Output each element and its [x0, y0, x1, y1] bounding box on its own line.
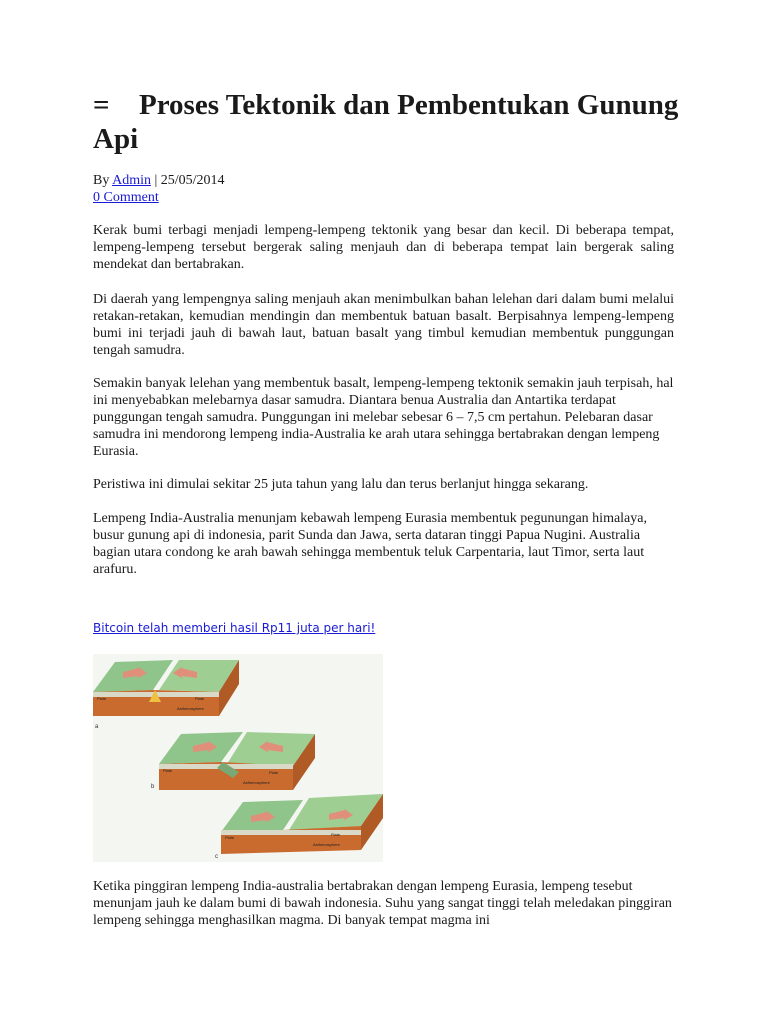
- panel-a-marker: a: [95, 724, 99, 730]
- figure-label: Plate: [195, 696, 205, 701]
- panel-b-marker: b: [151, 784, 155, 790]
- comments-link[interactable]: 0 Comment: [93, 190, 159, 205]
- paragraph-2: Di daerah yang lempengnya saling menjauh akan menimbulkan bahan lelehan dari dalam bumi melalui retakan-retakan, kemudian mendingin dan membentuk batuan basalt. Berpisahnya lempeng-lempeng bumi ini terjadi jauh di bawah laut, batuan basalt yang timbul kemudian membentuk punggungan tengah samudra.: [93, 292, 674, 358]
- page-title: [93, 88, 693, 156]
- figure-label: Asthenosphere: [313, 842, 340, 847]
- sponsored-link[interactable]: Bitcoin telah memberi hasil Rp11 juta per hari!: [93, 621, 376, 635]
- figure-label: Plate: [97, 696, 107, 701]
- figure-label: Plate: [225, 835, 235, 840]
- paragraph-5: Lempeng India-Australia menunjam kebawah lempeng Eurasia membentuk pegunungan himalaya, busur gunung api di indonesia, parit Sunda dan Jawa, serta dataran tinggi Papua Nugini. Australia bagian utara condong ke arah bawah sehingga membentuk teluk Carpentaria, laut Timor, serta laut arafuru.: [93, 511, 647, 577]
- menu-icon[interactable]: =: [93, 89, 110, 121]
- paragraph-1: Kerak bumi terbagi menjadi lempeng-lempeng tektonik yang besar dan kecil. Di beberapa tempat, lempeng-lempeng tersebut bergerak saling menjauh dan di beberapa tempat lain bergerak saling mendekat dan bertabrakan.: [93, 223, 674, 272]
- post-date: 25/05/2014: [160, 173, 225, 188]
- paragraph-4: Peristiwa ini dimulai sekitar 25 juta tahun yang lalu dan terus berlanjut hingga sekarang.: [93, 477, 589, 492]
- paragraph-3: Semakin banyak lelehan yang membentuk basalt, lempeng-lempeng tektonik semakin jauh terpisah, hal ini menyebabkan melebarnya dasar samudra. Diantara benua Australia dan Antartika terdapat punggungan tengah samudra. Punggungan ini melebar sebesar 6 – 7,5 cm pertahun. Pelebaran dasar samudra ini mendorong lempeng india-Australia ke arah utara sehingga bertabrakan dengan lempeng Eurasia.: [93, 376, 674, 459]
- byline-prefix: By: [93, 173, 113, 188]
- paragraph-6: Ketika pinggiran lempeng India-australia bertabrakan dengan lempeng Eurasia, lempeng tesebut menunjam jauh ke dalam bumi di bawah indonesia. Suhu yang sangat tinggi telah meledakan pinggiran lempeng sehingga menghasilkan magma. Di banyak tempat magma ini: [93, 879, 672, 928]
- article-meta: [93, 172, 225, 189]
- panel-a-diagram: [93, 660, 239, 716]
- plate-tectonics-figure: [93, 654, 383, 862]
- author-link[interactable]: Admin: [112, 173, 151, 188]
- figure-label: Plate: [163, 768, 173, 773]
- panel-c-marker: c: [215, 854, 218, 860]
- figure-label: Asthenosphere: [177, 706, 204, 711]
- figure-label: Plate: [269, 770, 279, 775]
- title-text: Proses Tektonik dan Pembentukan Gunung Api: [93, 89, 679, 155]
- figure-label: Plate: [331, 832, 341, 837]
- figure-label: Asthenosphere: [243, 780, 270, 785]
- meta-separator: |: [150, 173, 161, 188]
